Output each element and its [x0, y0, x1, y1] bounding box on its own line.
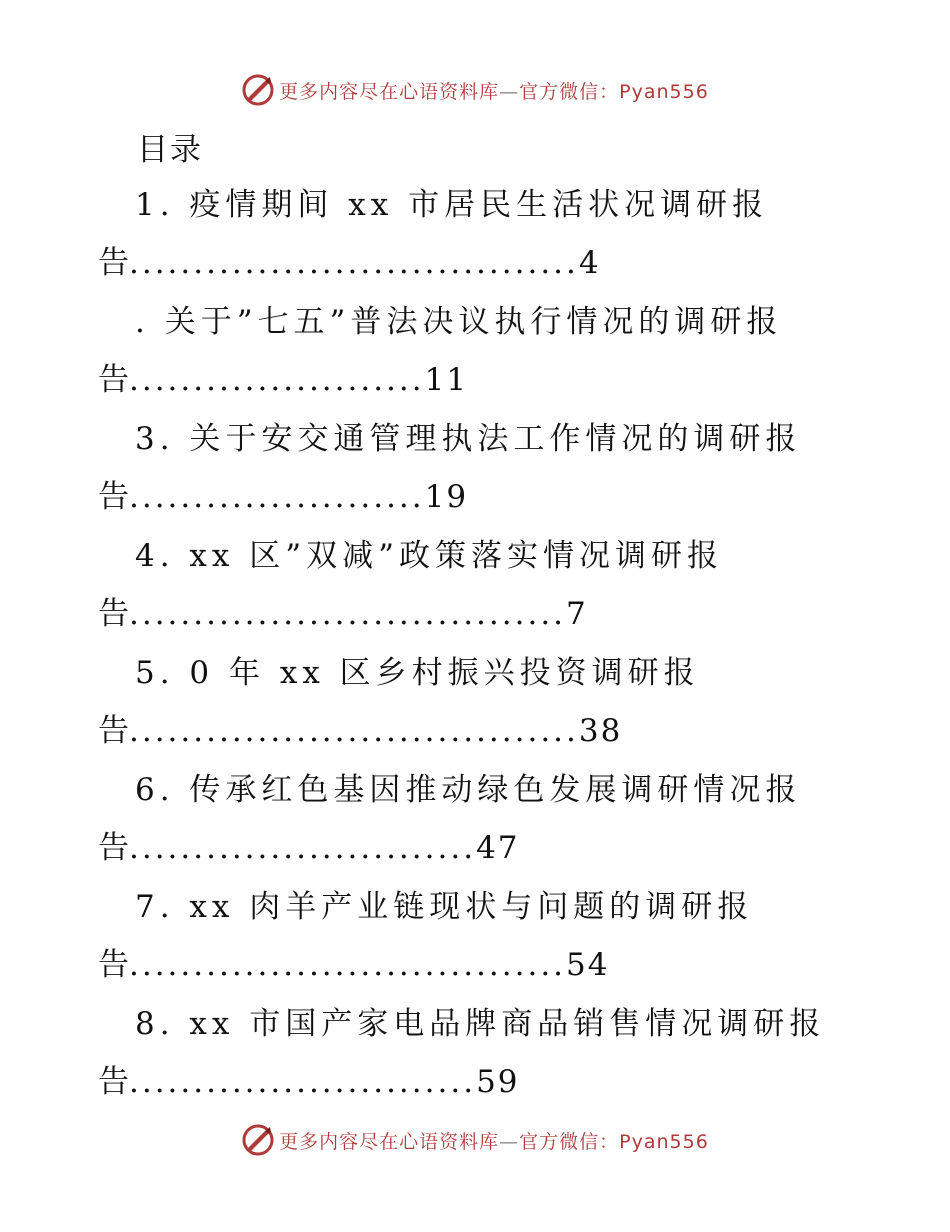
toc-page-number: 19: [424, 479, 469, 515]
toc-entry-leader: 告...................................38: [98, 713, 623, 749]
toc-page-number: 38: [578, 713, 623, 749]
toc-entry-leader: 告.......................19: [98, 479, 469, 515]
toc-entry-leader: 告.......................11: [98, 362, 469, 398]
toc-page-number: 11: [424, 362, 469, 398]
pen-logo-icon: [241, 73, 275, 107]
toc-entry-8[interactable]: [0, 999, 950, 1232]
toc-page-number: 59: [476, 1064, 520, 1100]
banner-text: 更多内容尽在心语资料库—官方微信：Pyan556: [279, 1130, 709, 1153]
footer-banner: [0, 1120, 950, 1160]
toc-entry-title: 7. xx 肉羊产业链现状与问题的调研报: [135, 889, 754, 925]
pen-logo-icon: [241, 1123, 275, 1157]
toc-title: 目录: [137, 132, 203, 168]
toc-entry-title: 3. 关于安交通管理执法工作情况的调研报: [135, 421, 802, 457]
banner-text: 更多内容尽在心语资料库—官方微信：Pyan556: [279, 80, 709, 103]
header-banner: [0, 70, 950, 110]
toc-page-number: 4: [578, 245, 601, 281]
toc-entry-title: 5. 0 年 xx 区乡村振兴投资调研报: [135, 655, 700, 691]
toc-entry-title: 1. 疫情期间 xx 市居民生活状况调研报: [135, 187, 769, 223]
toc-entry-title: . 关于”七五”普法决议执行情况的调研报: [135, 304, 783, 340]
toc-page-number: 47: [476, 830, 520, 866]
toc-entry-leader: 告...........................47: [98, 830, 520, 866]
toc-entry-leader: 告..................................54: [98, 947, 610, 983]
toc-entry-leader: 告...........................59: [98, 1064, 520, 1100]
toc-page-number: 54: [566, 947, 610, 983]
toc-entry-leader: 告..................................7: [98, 596, 588, 632]
toc-entry-title: 6. 传承红色基因推动绿色发展调研情况报: [135, 772, 802, 808]
toc-entry-leader: 告...................................4: [98, 245, 601, 281]
toc-entry-title: 4. xx 区”双减”政策落实情况调研报: [135, 538, 723, 574]
toc-page-number: 7: [566, 596, 588, 632]
toc-entry-title: 8. xx 市国产家电品牌商品销售情况调研报: [135, 1006, 826, 1042]
